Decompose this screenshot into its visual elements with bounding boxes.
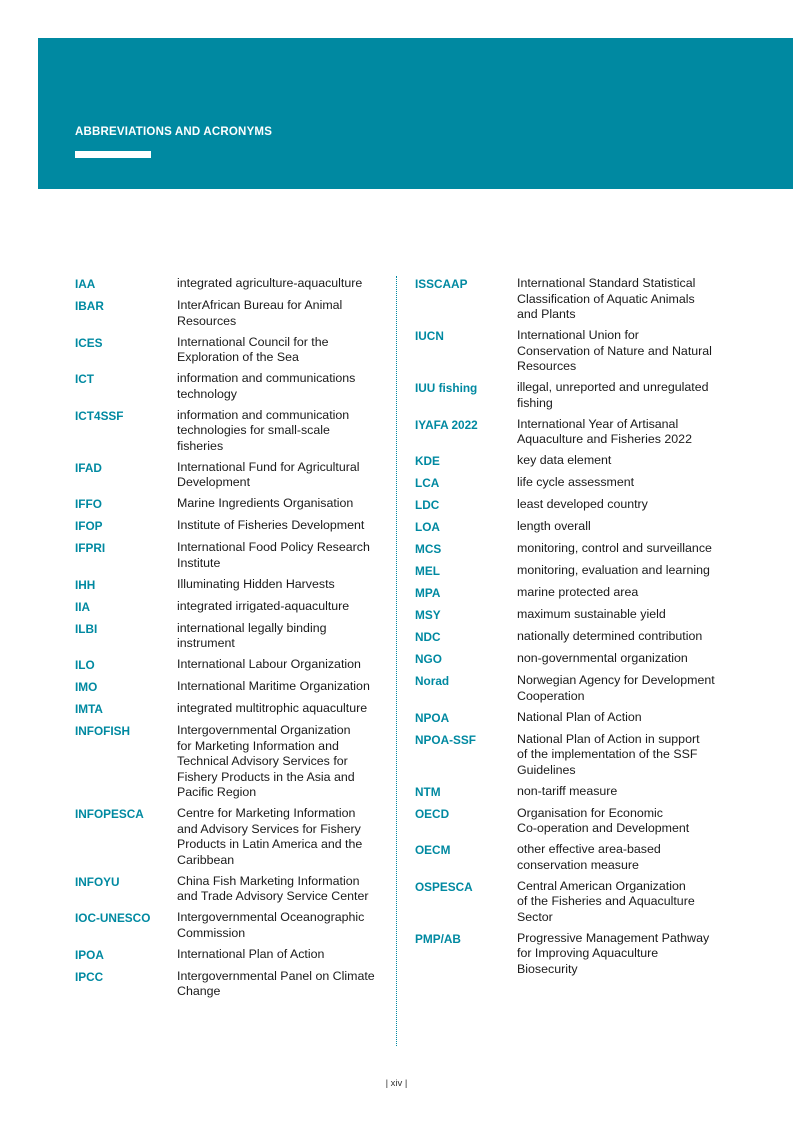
acronym-abbreviation: NDC (415, 630, 441, 644)
acronym-definition: National Plan of Action (517, 709, 642, 724)
acronym-entry (75, 947, 385, 964)
acronym-definition: monitoring, evaluation and learning (517, 563, 710, 577)
acronym-definition: integrated irrigated-aquaculture (177, 598, 350, 613)
header-banner (38, 38, 793, 189)
acronym-entry (75, 577, 385, 594)
acronym-entry (75, 723, 385, 801)
acronym-abbreviation: INFOYU (75, 874, 120, 889)
acronym-definition: international legally binding instrument (177, 620, 327, 650)
acronym-entry (75, 657, 385, 674)
acronym-abbreviation: IBAR (75, 299, 104, 313)
acronym-abbreviation: Norad (415, 674, 450, 688)
acronym-abbreviation: IUCN (415, 329, 444, 343)
acronym-definition: life cycle assessment (517, 475, 635, 489)
acronym-entry (75, 518, 385, 535)
acronym-definition: Progressive Management Pathway for Improving Aquaculture Biosecurity (517, 930, 710, 976)
acronym-abbreviation: LOA (415, 520, 440, 534)
acronym-entry (415, 842, 750, 873)
acronym-definition: Centre for Marketing Information and Advisory Services for Fishery Products in Latin America and the Caribbean (177, 806, 363, 867)
acronym-abbreviation: ICT4SSF (75, 408, 124, 423)
acronym-entry (415, 629, 750, 646)
acronym-definition: International Standard Statistical Classification of Aquatic Animals and Plants (517, 276, 696, 321)
acronym-entry (75, 540, 385, 571)
acronym-entry (415, 710, 750, 727)
acronym-entry (415, 475, 750, 492)
acronym-definition: integrated multitrophic aquaculture (177, 701, 368, 715)
acronym-entry (75, 496, 385, 513)
acronym-entry (75, 910, 385, 941)
acronym-entry (415, 276, 750, 323)
acronym-entry (415, 328, 750, 375)
acronym-abbreviation: IAA (75, 277, 96, 291)
acronym-definition: non-tariff measure (517, 783, 618, 798)
acronym-definition: Intergovernmental Oceanographic Commission (177, 910, 365, 940)
acronym-abbreviation: ISSCAAP (415, 277, 468, 291)
acronym-definition: key data element (517, 453, 612, 467)
acronym-entry (75, 371, 385, 402)
acronym-abbreviation: OECM (415, 843, 451, 857)
acronym-definition: Central American Organization of the Fisheries and Aquaculture Sector (517, 878, 695, 924)
acronym-entry (75, 679, 385, 696)
acronym-entry (75, 335, 385, 366)
acronym-definition: Intergovernmental Organization for Marketing Information and Technical Advisory Services for Fishery Products in the Asia and Pacific Region (177, 723, 355, 799)
acronym-abbreviation: MEL (415, 564, 440, 578)
acronym-entry (75, 599, 385, 616)
acronym-definition: non-governmental organization (517, 651, 688, 665)
acronym-abbreviation: MCS (415, 542, 442, 556)
acronym-abbreviation: IUU fishing (415, 381, 478, 395)
acronym-definition: maximum sustainable yield (517, 607, 666, 621)
acronym-definition: International Council for the Exploration of the Sea (177, 334, 329, 364)
acronym-entry (415, 417, 750, 448)
acronym-abbreviation: IFFO (75, 497, 102, 511)
acronym-abbreviation: NPOA-SSF (415, 732, 476, 747)
acronym-definition: International Labour Organization (177, 657, 361, 671)
acronym-abbreviation: IFOP (75, 519, 103, 533)
acronym-definition: Intergovernmental Panel on Climate Change (177, 968, 375, 998)
acronym-definition: International Fund for Agricultural Development (177, 459, 360, 489)
acronym-definition: other effective area-based conservation measure (517, 842, 661, 872)
acronym-abbreviation: NTM (415, 784, 441, 799)
acronym-definition: illegal, unreported and unregulated fishing (517, 380, 709, 410)
acronym-entry (75, 276, 385, 293)
acronym-entry (415, 519, 750, 536)
acronym-abbreviation: NGO (415, 652, 442, 666)
acronym-entry (415, 585, 750, 602)
acronym-entry (75, 969, 385, 1000)
acronym-definition: International Union for Conservation of Nature and Natural Resources (517, 328, 712, 373)
acronym-definition: least developed country (517, 497, 648, 511)
acronym-abbreviation: NPOA (415, 710, 450, 725)
acronym-definition: Norwegian Agency for Development Cooperation (517, 673, 715, 703)
acronym-abbreviation: MSY (415, 608, 441, 622)
acronym-abbreviation: IOC-UNESCO (75, 911, 151, 925)
acronym-entry (75, 460, 385, 491)
acronym-abbreviation: IHH (75, 577, 96, 592)
acronym-definition: National Plan of Action in support of the implementation of the SSF Guidelines (517, 731, 700, 777)
acronym-abbreviation: IYAFA 2022 (415, 417, 478, 432)
acronym-abbreviation: MPA (415, 586, 441, 600)
acronym-definition: length overall (517, 519, 591, 533)
title-underline-bar (75, 151, 151, 158)
acronym-abbreviation: LDC (415, 498, 440, 512)
acronym-abbreviation: IFAD (75, 460, 102, 475)
acronym-abbreviation: OECD (415, 806, 450, 821)
acronym-definition: Illuminating Hidden Harvests (177, 576, 335, 591)
acronym-definition: China Fish Marketing Information and Trade Advisory Service Center (177, 873, 369, 903)
acronym-entry (415, 497, 750, 514)
acronym-entry (415, 931, 750, 978)
acronym-definition: International Maritime Organization (177, 679, 370, 693)
acronym-definition: nationally determined contribution (517, 629, 703, 643)
acronym-definition: InterAfrican Bureau for Animal Resources (177, 298, 343, 328)
acronym-entry (75, 621, 385, 652)
acronym-abbreviation: INFOPESCA (75, 807, 144, 821)
acronym-abbreviation: ICT (75, 372, 95, 386)
acronym-entry (415, 651, 750, 668)
acronym-abbreviation: OSPESCA (415, 879, 473, 894)
page-title: ABBREVIATIONS AND ACRONYMS (75, 126, 273, 138)
acronym-abbreviation: PMP/AB (415, 931, 461, 946)
acronym-entry (415, 453, 750, 470)
acronym-list-left (75, 276, 385, 1005)
acronym-definition: monitoring, control and surveillance (517, 541, 712, 555)
acronym-entry (415, 607, 750, 624)
acronym-abbreviation: LCA (415, 476, 440, 490)
acronym-entry (75, 408, 385, 455)
acronym-entry (75, 701, 385, 718)
acronym-abbreviation: IPCC (75, 969, 104, 984)
acronym-entry (415, 541, 750, 558)
acronym-entry (415, 806, 750, 837)
acronym-entry (75, 298, 385, 329)
acronym-entry (415, 879, 750, 926)
acronym-definition: marine protected area (517, 585, 639, 599)
acronym-abbreviation: IPOA (75, 947, 104, 962)
acronym-abbreviation: IFPRI (75, 541, 106, 555)
acronym-definition: International Food Policy Research Institute (177, 540, 370, 570)
acronym-definition: International Year of Artisanal Aquaculture and Fisheries 2022 (517, 416, 692, 446)
acronym-entry (415, 673, 750, 704)
acronym-definition: integrated agriculture-aquaculture (177, 276, 363, 290)
page-number: | xiv | (385, 1078, 408, 1089)
acronym-entry (415, 563, 750, 580)
acronym-entry (415, 732, 750, 779)
acronym-abbreviation: IMO (75, 680, 98, 694)
acronym-definition: information and communication technologies for small-scale fisheries (177, 407, 350, 453)
column-divider (396, 276, 397, 1046)
acronym-definition: information and communications technology (177, 371, 356, 401)
acronym-definition: Marine Ingredients Organisation (177, 496, 354, 510)
acronym-definition: Organisation for Economic Co-operation and Development (517, 805, 690, 835)
acronym-abbreviation: IIA (75, 599, 91, 614)
acronym-abbreviation: ICES (75, 335, 103, 350)
acronym-entry (75, 806, 385, 868)
acronym-entry (75, 874, 385, 905)
acronym-definition: International Plan of Action (177, 946, 325, 961)
acronym-abbreviation: IMTA (75, 702, 103, 716)
acronym-abbreviation: ILBI (75, 621, 98, 636)
acronym-definition: Institute of Fisheries Development (177, 518, 365, 532)
acronym-abbreviation: INFOFISH (75, 724, 131, 738)
acronym-entry (415, 784, 750, 801)
acronym-list-right (415, 276, 750, 983)
acronym-entry (415, 380, 750, 411)
acronym-abbreviation: ILO (75, 658, 95, 672)
acronym-abbreviation: KDE (415, 454, 440, 468)
